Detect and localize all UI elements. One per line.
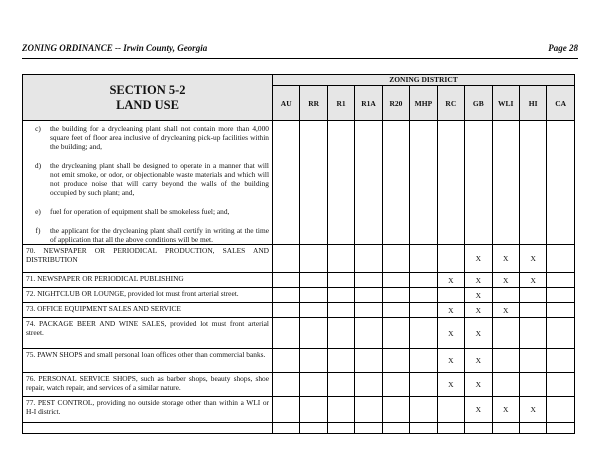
permit-mark-rr: [300, 245, 327, 273]
empty-cell: [300, 121, 327, 245]
land-use-description: 74. PACKAGE BEER AND WINE SALES, provided lot must front arterial street.: [23, 318, 273, 349]
empty-cell: [410, 121, 437, 245]
permit-mark-mhp: [410, 245, 437, 273]
permit-mark-rc: X: [437, 373, 464, 397]
permit-mark-wli: X: [492, 245, 519, 273]
permit-mark-au: [273, 397, 300, 423]
section-title: LAND USE: [116, 97, 179, 112]
permit-mark-gb: X: [465, 303, 492, 318]
empty-cell: [23, 423, 273, 434]
permit-mark-gb: X: [465, 397, 492, 423]
table-row: [23, 397, 575, 423]
table-header-row: [23, 75, 575, 86]
permit-mark-au: [273, 245, 300, 273]
district-column-mhp: MHP: [410, 86, 437, 121]
permit-mark-r1a: [355, 349, 382, 373]
land-use-table: [22, 74, 575, 434]
land-use-description: 72. NIGHTCLUB OR LOUNGE, provided lot must front arterial street.: [23, 288, 273, 303]
empty-cell: [437, 423, 464, 434]
permit-mark-ca: [547, 318, 575, 349]
permit-mark-r1a: [355, 303, 382, 318]
permit-mark-hi: X: [519, 273, 546, 288]
land-use-description: 70. NEWSPAPER OR PERIODICAL PRODUCTION, SALES AND DISTRIBUTION: [23, 245, 273, 273]
permit-mark-ca: [547, 245, 575, 273]
section-heading: [23, 75, 273, 121]
permit-mark-r1: [327, 288, 354, 303]
empty-cell: [382, 121, 409, 245]
permit-mark-r1a: [355, 245, 382, 273]
permit-mark-ca: [547, 397, 575, 423]
permit-mark-r1a: [355, 318, 382, 349]
permit-mark-gb: X: [465, 349, 492, 373]
district-column-r1: R1: [327, 86, 354, 121]
district-column-au: AU: [273, 86, 300, 121]
permit-mark-rc: [437, 397, 464, 423]
permit-mark-r1: [327, 373, 354, 397]
permit-mark-hi: [519, 349, 546, 373]
table-row: [23, 245, 575, 273]
empty-cell: [273, 423, 300, 434]
permit-mark-gb: X: [465, 318, 492, 349]
table-row: [23, 423, 575, 434]
empty-cell: [437, 121, 464, 245]
district-column-gb: GB: [465, 86, 492, 121]
empty-cell: [465, 121, 492, 245]
empty-cell: [492, 423, 519, 434]
permit-mark-mhp: [410, 318, 437, 349]
permit-mark-rc: X: [437, 273, 464, 288]
table-row: [23, 273, 575, 288]
permit-mark-rr: [300, 273, 327, 288]
permit-mark-au: [273, 373, 300, 397]
permit-mark-hi: [519, 318, 546, 349]
permit-mark-r20: [382, 288, 409, 303]
district-column-ca: CA: [547, 86, 575, 121]
table-row: [23, 303, 575, 318]
header-rule: [22, 58, 578, 59]
permit-mark-au: [273, 349, 300, 373]
empty-cell: [355, 121, 382, 245]
condition-key: d): [34, 161, 42, 170]
permit-mark-wli: X: [492, 397, 519, 423]
page-number: Page 28: [548, 43, 578, 53]
permit-mark-r1a: [355, 397, 382, 423]
permit-mark-gb: X: [465, 245, 492, 273]
permit-mark-gb: X: [465, 373, 492, 397]
permit-mark-r20: [382, 349, 409, 373]
permit-mark-ca: [547, 349, 575, 373]
empty-cell: [547, 423, 575, 434]
condition-key: e): [35, 207, 41, 216]
district-column-rc: RC: [437, 86, 464, 121]
table-row: [23, 121, 575, 245]
permit-mark-hi: [519, 373, 546, 397]
permit-mark-hi: [519, 303, 546, 318]
district-column-wli: WLI: [492, 86, 519, 121]
permit-mark-r20: [382, 273, 409, 288]
permit-mark-r1: [327, 273, 354, 288]
permit-mark-r1: [327, 397, 354, 423]
permit-mark-r1: [327, 303, 354, 318]
zoning-district-label: ZONING DISTRICT: [273, 75, 575, 86]
page-header: [22, 43, 578, 57]
permit-mark-wli: [492, 373, 519, 397]
empty-cell: [355, 423, 382, 434]
condition-text: the applicant for the drycleaning plant shall certify in writing at the time of application that all the above conditions will be met.: [50, 226, 269, 244]
permit-mark-r1: [327, 245, 354, 273]
empty-cell: [300, 423, 327, 434]
table-row: [23, 373, 575, 397]
permit-mark-r1: [327, 318, 354, 349]
empty-cell: [519, 121, 546, 245]
land-use-description: 71. NEWSPAPER OR PERIODICAL PUBLISHING: [23, 273, 273, 288]
permit-mark-rc: [437, 288, 464, 303]
condition-key: f): [35, 226, 41, 235]
permit-mark-gb: X: [465, 288, 492, 303]
permit-mark-mhp: [410, 373, 437, 397]
condition-text: the drycleaning plant shall be designed to operate in a manner that will not emit smoke, or odor, or objectionable waste materials and which will not produce noise that will carry beyond the walls of the building occupied by such plant; and,: [50, 161, 269, 197]
permit-mark-r20: [382, 397, 409, 423]
permit-mark-mhp: [410, 397, 437, 423]
permit-mark-ca: [547, 288, 575, 303]
permit-mark-mhp: [410, 273, 437, 288]
district-column-r1a: R1A: [355, 86, 382, 121]
table-row: [23, 288, 575, 303]
permit-mark-ca: [547, 373, 575, 397]
section-number: SECTION 5-2: [109, 82, 186, 97]
permit-mark-rr: [300, 397, 327, 423]
permit-mark-au: [273, 303, 300, 318]
permit-mark-ca: [547, 303, 575, 318]
empty-cell: [519, 423, 546, 434]
permit-mark-rr: [300, 349, 327, 373]
permit-mark-r1a: [355, 273, 382, 288]
district-column-rr: RR: [300, 86, 327, 121]
permit-mark-mhp: [410, 349, 437, 373]
permit-mark-gb: X: [465, 273, 492, 288]
empty-cell: [327, 423, 354, 434]
permit-mark-au: [273, 288, 300, 303]
permit-mark-wli: [492, 288, 519, 303]
condition-text: the building for a drycleaning plant shall not contain more than 4,000 square feet of floor area inclusive of drycleaning pick-up facilities within the building; and,: [50, 124, 269, 151]
empty-cell: [465, 423, 492, 434]
permit-mark-rc: X: [437, 349, 464, 373]
land-use-description: 77. PEST CONTROL, providing no outside storage other than within a WLI or H-I district.: [23, 397, 273, 423]
table-row: [23, 318, 575, 349]
condition-item: [26, 207, 269, 216]
empty-cell: [327, 121, 354, 245]
district-column-r20: R20: [382, 86, 409, 121]
district-column-hi: HI: [519, 86, 546, 121]
permit-mark-rr: [300, 373, 327, 397]
permit-mark-rc: X: [437, 303, 464, 318]
permit-mark-rr: [300, 303, 327, 318]
table-row: [23, 349, 575, 373]
permit-mark-wli: [492, 318, 519, 349]
condition-item: [26, 161, 269, 197]
permit-mark-au: [273, 318, 300, 349]
continuation-conditions: [23, 121, 273, 245]
empty-cell: [410, 423, 437, 434]
condition-item: [26, 226, 269, 244]
permit-mark-ca: [547, 273, 575, 288]
land-use-description: 76. PERSONAL SERVICE SHOPS, such as barber shops, beauty shops, shoe repair, watch repair, and services of a similar nature.: [23, 373, 273, 397]
permit-mark-r20: [382, 318, 409, 349]
document-title: ZONING ORDINANCE -- Irwin County, Georgia: [22, 43, 208, 53]
permit-mark-au: [273, 273, 300, 288]
permit-mark-rc: [437, 245, 464, 273]
empty-cell: [547, 121, 575, 245]
empty-cell: [273, 121, 300, 245]
permit-mark-wli: X: [492, 273, 519, 288]
land-use-description: 73. OFFICE EQUIPMENT SALES AND SERVICE: [23, 303, 273, 318]
permit-mark-r20: [382, 303, 409, 318]
permit-mark-r1a: [355, 288, 382, 303]
permit-mark-r1a: [355, 373, 382, 397]
permit-mark-r20: [382, 373, 409, 397]
condition-key: c): [35, 124, 41, 133]
empty-cell: [382, 423, 409, 434]
land-use-description: 75. PAWN SHOPS and small personal loan offices other than commercial banks.: [23, 349, 273, 373]
permit-mark-mhp: [410, 303, 437, 318]
permit-mark-r20: [382, 245, 409, 273]
permit-mark-rr: [300, 318, 327, 349]
permit-mark-mhp: [410, 288, 437, 303]
permit-mark-rc: X: [437, 318, 464, 349]
condition-text: fuel for operation of equipment shall be smokeless fuel; and,: [50, 207, 230, 216]
permit-mark-hi: X: [519, 397, 546, 423]
permit-mark-rr: [300, 288, 327, 303]
permit-mark-hi: X: [519, 245, 546, 273]
condition-item: [26, 124, 269, 151]
permit-mark-r1: [327, 349, 354, 373]
permit-mark-wli: [492, 349, 519, 373]
permit-mark-hi: [519, 288, 546, 303]
permit-mark-wli: X: [492, 303, 519, 318]
empty-cell: [492, 121, 519, 245]
